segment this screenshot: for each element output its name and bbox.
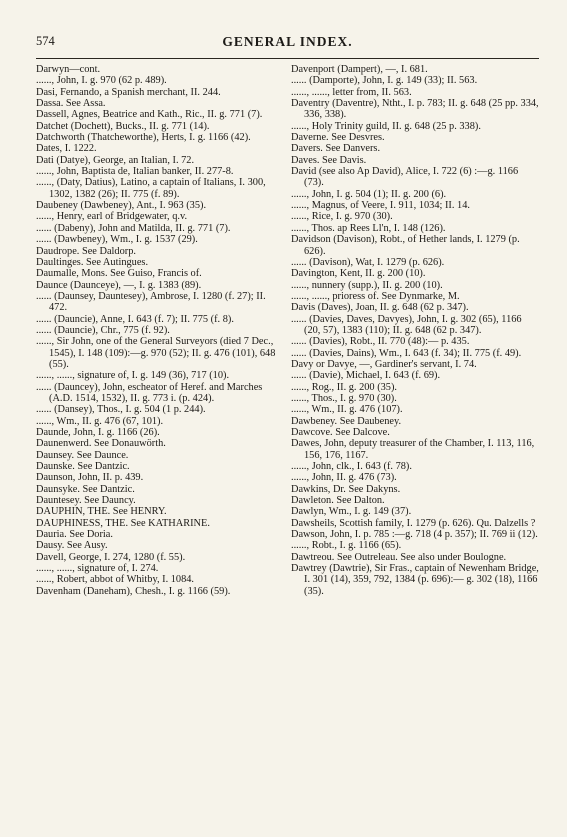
index-entry: Dauria. See Doria. — [36, 529, 113, 541]
index-entry: ...... (Daunsey, Dauntesey), Ambrose, I. 1280 (f. 27); II. 472. — [36, 290, 266, 314]
index-entry: ...... (Davies), Robt., II. 770 (48):— p. 435. — [291, 336, 470, 348]
page-number: 574 — [36, 34, 55, 48]
index-entry: ......, Robt., I. g. 1166 (65). — [291, 540, 402, 552]
index-column-left — [36, 64, 284, 829]
index-entry: Dausy. See Ausy. — [36, 540, 108, 552]
index-entry: ......, Henry, earl of Bridgewater, q.v. — [36, 211, 188, 223]
index-entry: Daunce (Daunceye), —, I. g. 1383 (89). — [36, 279, 202, 291]
index-entry: ...... (Davies, Dains), Wm., I. 643 (f. 34); II. 775 (f. 49). — [291, 347, 522, 359]
index-entry: ......, Robert, abbot of Whitby, I. 1084. — [36, 574, 195, 586]
index-entry: ......, Magnus, of Veere, I. 911, 1034; II. 14. — [291, 200, 470, 212]
index-entry: ......, Sir John, one of the General Surveyors (died 7 Dec., 1545), I. 148 (109):—g. 970 (52); II. g. 476 (101), 648 (55). — [36, 336, 276, 370]
index-entry: Dassell, Agnes, Beatrice and Kath., Ric., II. g. 771 (7). — [36, 109, 263, 121]
index-entry: ......, (Daty, Datius), Latino, a captain of Italians, I. 300, 1302, 1382 (26); II. 775 (f. 89). — [36, 177, 266, 200]
index-entry: ...... (Dauncie), Chr., 775 (f. 92). — [36, 324, 170, 336]
index-entry: ......, nunnery (supp.), II. g. 200 (10). — [291, 279, 443, 291]
index-entry: Dawsheils, Scottish family, I. 1279 (p. 626). Qu. Dalzells ? — [291, 517, 536, 529]
index-entry: ......, John, Baptista de, Italian banker, II. 277-8. — [36, 166, 234, 178]
index-entry: ...... (Dauncey), John, escheator of Heref. and Marches (A.D. 1514, 1532), II. g. 773 i. (p. 424). — [36, 381, 263, 404]
index-entry: DAUPHIN, THE. See HENRY. — [36, 506, 167, 518]
index-entry: Daunson, John, II. p. 439. — [36, 472, 144, 484]
index-entry: Dawleton. See Dalton. — [291, 495, 385, 507]
index-entry: ......, John, I. g. 970 (62 p. 489). — [36, 75, 167, 87]
index-entry: ...... (Davison), Wat, I. 1279 (p. 626). — [291, 256, 445, 268]
index-entry: Daventry (Daventre), Ntht., I. p. 783; II. g. 648 (25 pp. 334, 336, 338). — [291, 98, 539, 121]
index-entry: Darwyn—cont. — [36, 64, 101, 75]
index-entry: Daunde, John, I. g. 1166 (26). — [36, 427, 160, 438]
index-entry: Davenport (Dampert), —, I. 681. — [291, 64, 428, 75]
index-entry: Dawtreou. See Outreleau. See also under Boulogne. — [291, 551, 507, 563]
index-entry: ......, Wm., II. g. 476 (107). — [291, 404, 403, 416]
index-entry: Davers. See Danvers. — [291, 143, 381, 155]
index-entry: ......, ......, signature of, I. 274. — [36, 563, 159, 575]
index-entry: ...... (Davies, Daves, Davyes), John, I. g. 302 (65), 1166 (20, 57), 1383 (110); II. g. 648 (62 p. 347). — [291, 313, 522, 336]
index-entry: Daunsyke. See Dantzic. — [36, 483, 135, 495]
index-entry: Dawlyn, Wm., I. g. 149 (37). — [291, 506, 412, 518]
index-entry: Dawson, John, I. p. 785 :—g. 718 (4 p. 357); II. 769 ii (12). — [291, 529, 538, 541]
index-entry: ......, Rice, I. g. 970 (30). — [291, 211, 393, 223]
index-entry: Daubeney (Dawbeney), Ant., I. 963 (35). — [36, 200, 207, 212]
index-entry: ......, ......, prioress of. See Dynmarke, M. — [291, 290, 460, 302]
index-entry: Dawkins, Dr. See Dakyns. — [291, 483, 401, 495]
index-entry: Daultinges. See Autingues. — [36, 256, 149, 268]
index-entry: DAUPHINESS, THE. See KATHARINE. — [36, 517, 210, 529]
index-entry: Davidson (Davison), Robt., of Hether lands, I. 1279 (p. 626). — [291, 234, 520, 257]
index-entry: ......, Thos. ap Rees Ll'n, I. 148 (126). — [291, 222, 446, 234]
index-entry: ......, John, II. g. 476 (73). — [291, 472, 397, 484]
index-entry: Davell, George, I. 274, 1280 (f. 55). — [36, 551, 186, 563]
index-entry: Dawcove. See Dalcove. — [291, 427, 390, 438]
index-entry: Dasi, Fernando, a Spanish merchant, II. 244. — [36, 86, 221, 98]
index-entry: Dati (Datye), George, an Italian, I. 72. — [36, 154, 195, 166]
index-entry: Daudrope. See Daldorp. — [36, 245, 136, 257]
index-entry: ...... (Dabeny), John and Matilda, II. g. 771 (7). — [36, 222, 231, 234]
index-entry: ...... (Dansey), Thos., I. g. 504 (1 p. 244). — [36, 404, 206, 416]
index-entry: Davis (Daves), Joan, II. g. 648 (62 p. 347). — [291, 302, 469, 314]
index-entry: ......, Holy Trinity guild, II. g. 648 (25 p. 338). — [291, 120, 481, 132]
index-entry: ...... (Dawbeney), Wm., I. g. 1537 (29). — [36, 234, 198, 246]
index-entry: Dauntesey. See Dauncy. — [36, 495, 136, 507]
index-entry: Daunenwerd. See Donauwörth. — [36, 438, 166, 450]
index-entry: Daunsey. See Daunce. — [36, 449, 129, 461]
index-entry: David (see also Ap David), Alice, I. 722 (6) :—g. 1166 (73). — [291, 166, 519, 189]
index-entry: Davenham (Daneham), Chesh., I. g. 1166 (59). — [36, 585, 231, 597]
index-entry: Datchet (Dochett), Bucks., II. g. 771 (14). — [36, 120, 210, 132]
running-title: GENERAL INDEX. — [222, 34, 353, 49]
page-header — [36, 34, 539, 52]
index-entry: Davy or Davye, —, Gardiner's servant, I. 74. — [291, 358, 477, 370]
index-entry: Daumalle, Mons. See Guiso, Francis of. — [36, 268, 202, 280]
index-entry: Daves. See Davis. — [291, 154, 367, 166]
index-entry: ......, John, clk., I. 643 (f. 78). — [291, 461, 412, 473]
index-entry: ......, Thos., I. g. 970 (30). — [291, 392, 397, 404]
index-entry: Daverne. See Desvres. — [291, 132, 385, 144]
index-entry: ......, John, I. g. 504 (1); II. g. 200 (6). — [291, 188, 447, 200]
index-entry: Dates, I. 1222. — [36, 143, 97, 155]
index-column-right — [291, 64, 539, 829]
index-entry: ......, Wm., II. g. 476 (67, 101). — [36, 415, 164, 427]
index-entry: Dawbeney. See Daubeney. — [291, 415, 402, 427]
index-entry: ...... (Dauncie), Anne, I. 643 (f. 7); II. 775 (f. 8). — [36, 313, 234, 325]
index-entry: ...... (Damporte), John, I. g. 149 (33); II. 563. — [291, 75, 478, 87]
index-entry: Datchworth (Thatcheworthe), Herts, I. g. 1166 (42). — [36, 132, 251, 144]
header-rule — [36, 58, 539, 59]
index-entry: Dawes, John, deputy treasurer of the Chamber, I. 113, 116, 156, 176, 1167. — [291, 438, 535, 461]
index-entry: ......, Rog., II. g. 200 (35). — [291, 381, 398, 393]
index-entry: ......, ......, signature of, I. g. 149 (36), 717 (10). — [36, 370, 230, 382]
index-entry: Dawtrey (Dawtrie), Sir Fras., captain of Newenham Bridge, I. 301 (14), 359, 792, 1384 (p. 696):— g. 302 (18), 1166 (35). — [291, 563, 539, 597]
index-entry: Dassa. See Assa. — [36, 98, 106, 110]
index-entry: ......, ......, letter from, II. 563. — [291, 86, 412, 98]
index-entry: Davington, Kent, II. g. 200 (10). — [291, 268, 426, 280]
index-entry: Daunske. See Dantzic. — [36, 461, 130, 473]
index-entry: ...... (Davie), Michael, I. 643 (f. 69). — [291, 370, 441, 382]
